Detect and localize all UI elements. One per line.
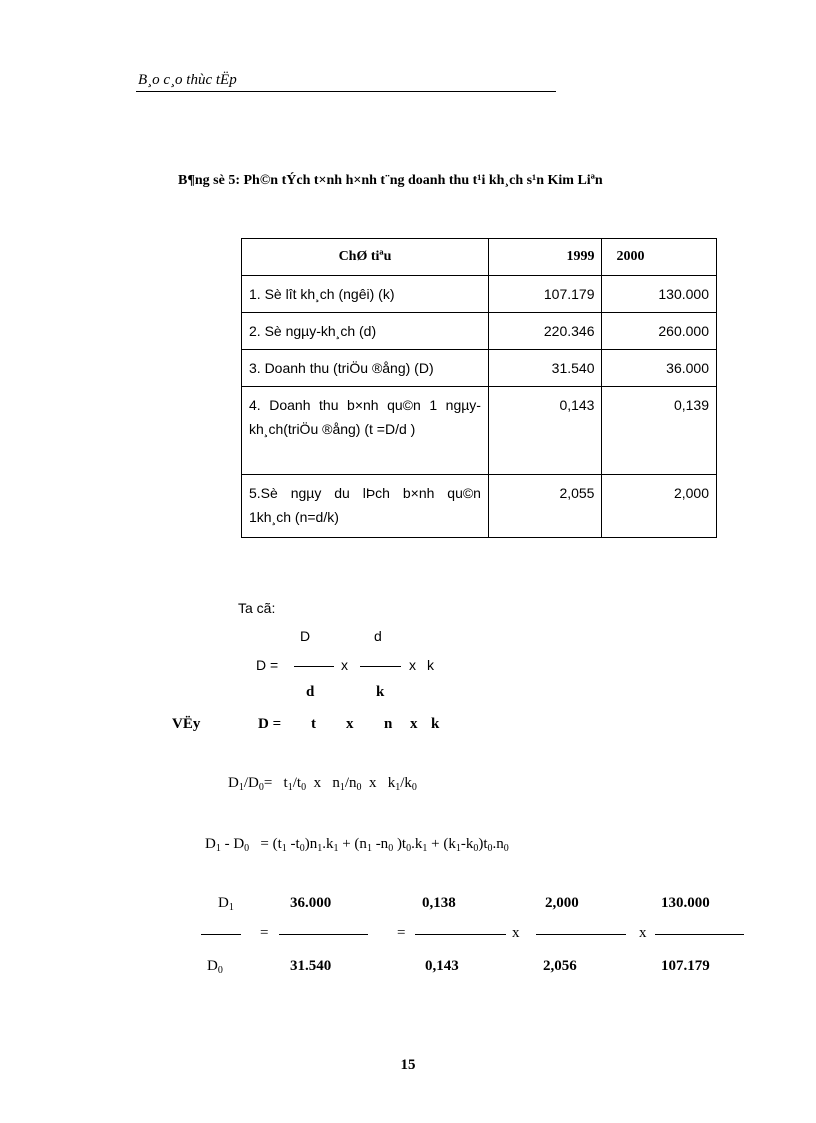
frac-eq-1: =	[260, 925, 269, 941]
value-1999: 220.346	[488, 313, 602, 350]
header-indicator: ChØ tiªu	[242, 239, 489, 276]
frac-times-2: x	[639, 925, 647, 941]
row-label: 4. Doanh thu b×nh qu©n 1 ngµy-kh¸ch(triÖu ®ång) (t =D/d )	[242, 387, 489, 475]
f1-k: k	[427, 657, 434, 673]
vay-label: VËy	[172, 716, 201, 732]
header-year-2000: 2000	[602, 239, 717, 276]
table-row	[242, 475, 717, 538]
revenue-analysis-table	[241, 238, 717, 538]
frac-bar-d	[655, 934, 744, 935]
frac-d-num: 130.000	[661, 895, 710, 911]
table-header-row	[242, 239, 717, 276]
f1-fraction-bar-2	[360, 666, 401, 667]
table-title: B¶ng sè 5: Ph©n tÝch t×nh h×nh t¨ng doanh thu t¹i kh¸ch s¹n Kim Liªn	[178, 173, 603, 188]
frac-times-1: x	[512, 925, 520, 941]
row-label: 1. Sè lît kh¸ch (ngêi) (k)	[242, 276, 489, 313]
page-header: B¸o c¸o thùc tËp	[138, 72, 237, 88]
f1-times-2: x	[409, 657, 416, 673]
frac-d-den: 107.179	[661, 958, 710, 974]
frac-bar-lhs	[201, 934, 241, 935]
row-label: 5.Sè ngµy du lÞch b×nh qu©n 1kh¸ch (n=d/k)	[242, 475, 489, 538]
frac-eq-2: =	[397, 925, 406, 941]
value-1999: 0,143	[488, 387, 602, 475]
header-year-1999: 1999	[488, 239, 602, 276]
value-2000: 36.000	[602, 350, 717, 387]
ta-co-label: Ta cã:	[238, 600, 276, 616]
frac-bar-c	[536, 934, 626, 935]
value-1999: 107.179	[488, 276, 602, 313]
frac-a-num: 36.000	[290, 895, 332, 911]
row-label: 3. Doanh thu (triÖu ®ång) (D)	[242, 350, 489, 387]
table-row	[242, 313, 717, 350]
f1-num2: d	[374, 628, 382, 644]
vay-eq: D =	[258, 716, 282, 732]
f1-num1: D	[300, 628, 311, 644]
value-1999: 31.540	[488, 350, 602, 387]
ratio-formula: $D_1/D_0= t_1/t_0$ x $n_1/n_0$ x $k_1/k_0$	[228, 775, 417, 793]
value-2000: 260.000	[602, 313, 717, 350]
frac-b-num: 0,138	[422, 895, 456, 911]
frac-c-num: 2,000	[545, 895, 579, 911]
vay-t: t	[311, 716, 316, 732]
row-label: 2. Sè ngµy-kh¸ch (d)	[242, 313, 489, 350]
frac-c-den: 2,056	[543, 958, 577, 974]
frac-lhs-num: $D_1$	[218, 895, 234, 913]
f1-den1: d	[306, 684, 315, 700]
frac-bar-a	[279, 934, 368, 935]
frac-b-den: 0,143	[425, 958, 459, 974]
vay-k: k	[431, 716, 440, 732]
f1-lhs: D =	[256, 657, 279, 673]
frac-bar-b	[415, 934, 506, 935]
table-row	[242, 350, 717, 387]
f1-den2: k	[376, 684, 385, 700]
value-2000: 0,139	[602, 387, 717, 475]
value-2000: 2,000	[602, 475, 717, 538]
value-2000: 130.000	[602, 276, 717, 313]
vay-times-1: x	[346, 716, 354, 732]
frac-lhs-den: $D_0$	[207, 958, 223, 976]
frac-a-den: 31.540	[290, 958, 332, 974]
value-1999: 2,055	[488, 475, 602, 538]
vay-n: n	[384, 716, 393, 732]
page-number: 15	[400, 1057, 416, 1073]
table-row	[242, 387, 717, 475]
vay-times-2: x	[410, 716, 418, 732]
diff-formula: $D_1 - D_0 = (t_1$ $-t_0)n_1.k_1 + (n_1$ $-n_0$ )$t_0.k_1 + (k_1-k_0)t_0.n_0$	[205, 836, 509, 854]
f1-fraction-bar-1	[294, 666, 334, 667]
table-row	[242, 276, 717, 313]
header-rule	[136, 91, 556, 92]
f1-times-1: x	[341, 657, 348, 673]
